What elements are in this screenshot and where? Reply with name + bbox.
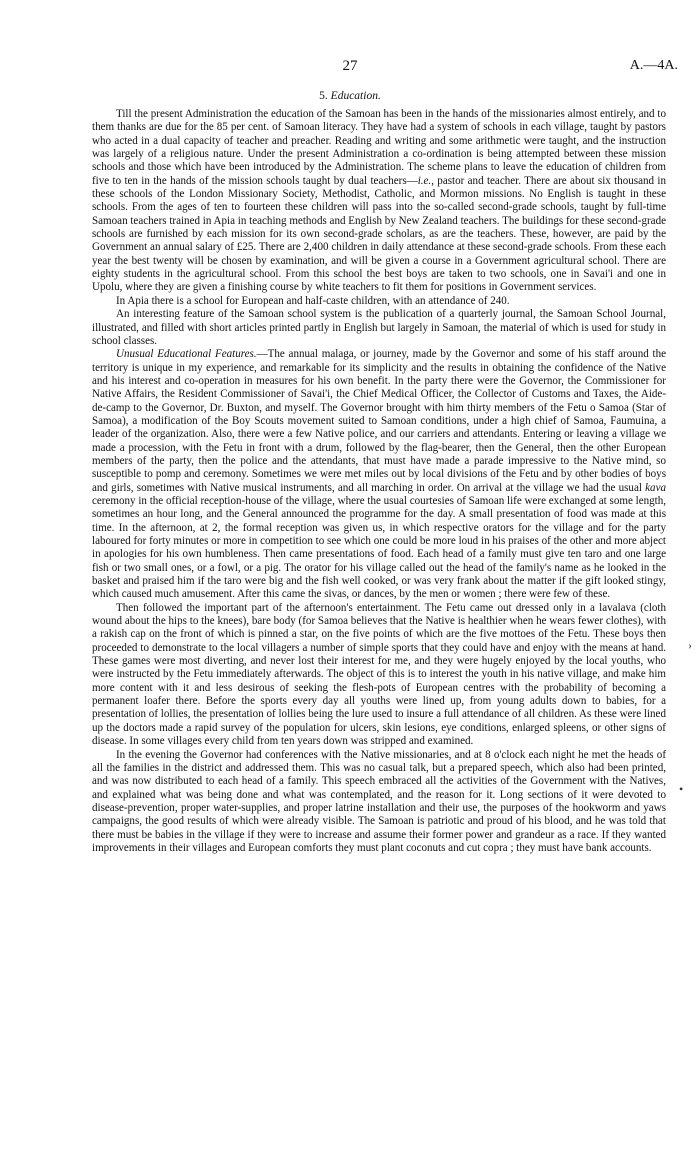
- paragraph-unusual-features: [92, 348, 666, 602]
- italic-word-kava: kava: [645, 481, 666, 494]
- section-heading: [0, 90, 700, 102]
- italic-subheading: Unusual Educational Features.: [116, 348, 257, 361]
- paragraph-school-journal: An interesting feature of the Samoan school system is the publication of a quarterly journal, the Samoan School Journal, illustrated, and filled with short articles printed partly in English but largely in Samoan, the material of which is used for study in school classes.: [92, 308, 666, 347]
- paragraph-text: , pastor and teacher. There are about six thousand in these schools of the London Missionary Society, Methodist, Catholic, and Mormon missions. No English is taught in these schools. From the ages of ten to fourteen these children will pass into the so-called second-grade schools, taught by full-time Samoan teachers trained in Apia in teaching methods and English by New Zealand teachers. The buildings for these second-grade schools are furnished by each mission for its own second-grade scholars, as are the teachers. These, however, are paid by the Government an annual salary of £25. There are 2,400 children in daily attendance at these second-grade schools. From these each year the best twenty will be chosen by examination, and will be given a course in a Government agricultural school. There are eighty students in the agricultural school. From this school the best boys are taken to two schools, one in Savai'i and one in Upolu, where they are given a finishing course by white teachers to fit them for positions in Government services.: [92, 174, 666, 294]
- body-text: [92, 108, 666, 855]
- paragraph-apia-school: In Apia there is a school for European and half-caste children, with an attendance of 240.: [116, 294, 510, 307]
- italic-abbreviation: i.e.: [417, 174, 432, 187]
- section-title: Education.: [330, 90, 381, 102]
- margin-mark: ›: [688, 638, 692, 652]
- section-number: 5.: [319, 90, 328, 102]
- document-reference: A.—4A.: [629, 58, 678, 73]
- paragraph-text: ceremony in the official reception-house of the village, where the usual courtesies of Samoan life were exchanged at some length, sometimes an hour long, and the General announced the programme for the day. A small presentation of food was made at this time. In the afternoon, at 2, the formal reception was given us, in which respective orators for the village and for the party laboured for forty minutes or more in competition to see which one could be more loud in his praises of the other and more abject in apologies for his own humbleness. Then came presentations of food. Each head of a family must give ten taro and one large fish or two small ones, or a fowl, or a pig. The orator for his village called out the head of the family's name as he looked in the basket and praised him if the taro were big and the fish well cooked, or was very frank about the matter if the gift looked stingy, which caused much amusement. After this came the sivas, or dances, by the men or women ; there were few of these.: [92, 494, 666, 601]
- page-header: [0, 58, 700, 78]
- margin-mark: •: [679, 782, 684, 796]
- paragraph-evening-conferences: In the evening the Governor had conferences with the Native missionaries, and at 8 o'clock each night he met the heads of all the families in the district and addressed them. This was no casual talk, but a prepared speech, which also had been printed, and was now distributed to each head of a family. This speech embraced all the activities of the Government with the Natives, and explained what was being done and what was contemplated, and the reason for it. Long sections of it were devoted to disease-prevention, proper water-supplies, and proper latrine installation and their use, the purposes of the hookworm and yaws campaigns, the good results of which were already visible. The Samoan is patriotic and proud of his blood, and he was told that there must be babies in the village if they were to increase and assume their former power and grandeur as a race. If they wanted improvements in their villages and European comforts they must plant coconuts and cut copra ; they must have bank accounts.: [92, 748, 666, 854]
- paragraph-fetu-sports: Then followed the important part of the afternoon's entertainment. The Fetu came out dressed only in a lavalava (cloth wound about the hips to the knees), bare body (for Samoa believes that the Native is healthier when he wears fewer clothes), with a rakish cap on the front of which is pinned a star, on the five points of which are the five mottoes of the Fetu. These boys then proceeded to demonstrate to the local villagers a number of simple sports that they could have and enjoy with the means at hand. These games were most diverting, and never lost their interest for me, and they were hugely enjoyed by the local youths, who were instructed by the Fetu immediately afterwards. The object of this is to interest the youth in his native village, and make him more content with it and less desirous of seeking the flesh-pots of European centres with the probability of becoming a permanent loafer there. Before the sports every day all youths were lined up, from young adults down to babies, for a presentation of lollies, the presentation of lollies being the lure used to insure a full attendance of all children. As these were lined up the doctors made a rapid survey of the population for ulcers, skin lesions, eye conditions, enlarged spleens, or other signs of disease. In some villages every child from ten years down was stripped and examined.: [92, 601, 666, 748]
- paragraph-text: Till the present Administration the education of the Samoan has been in the hands of the missionaries almost entirely, and to them thanks are due for the 85 per cent. of Samoan literacy. They have had a system of schools in each village, taught by pastors who acted in a dual capacity of teacher and preacher. Reading and writing and some arithmetic were taught, and the instruction was largely of a religious nature. Under the present Administration a co-ordination is being attempted between these mission schools and those which have been introduced by the Administration. The scheme plans to leave the education of children from five to ten in the hands of the mission schools taught by dual teachers—: [92, 108, 666, 187]
- page-number: 27: [342, 58, 358, 74]
- paragraph-text: —The annual malaga, or journey, made by the Governor and some of his staff around the territory is unique in my experience, and remarkable for its simplicity and the results in obtaining the confidence of the Native and his interest and co-operation in measures for his own benefit. In the party there were the Governor, the Commissioner for Native Affairs, the Resident Commissioner of Savai'i, the Chief Medical Officer, the Collector of Customs and Taxes, the Aide-de-camp to the Governor, Dr. Buxton, and myself. The Governor brought with him thirty members of the Fetu o Samoa (Star of Samoa), a modification of the Boy Scouts movement suited to Samoan conditions, under a high chief of Samoa, Faumuina, a leader of the organization. Also, there were a few Native police, and our carriers and attendants. Entering or leaving a village we made a procession, with the Fetu in front with a drum, followed by the flag-bearer, then the General, then the other European members of the party, then the police and the attendants, that must have made a parade impressive to the Native mind, so susceptible to pomp and ceremony. Sometimes we were met miles out by local divisions of the Fetu and by other bodies of boys and girls, sometimes with Native musical instruments, and all marching in order. On arrival at the village we had the usual: [92, 348, 666, 494]
- paragraph-mission-schools: [92, 108, 666, 295]
